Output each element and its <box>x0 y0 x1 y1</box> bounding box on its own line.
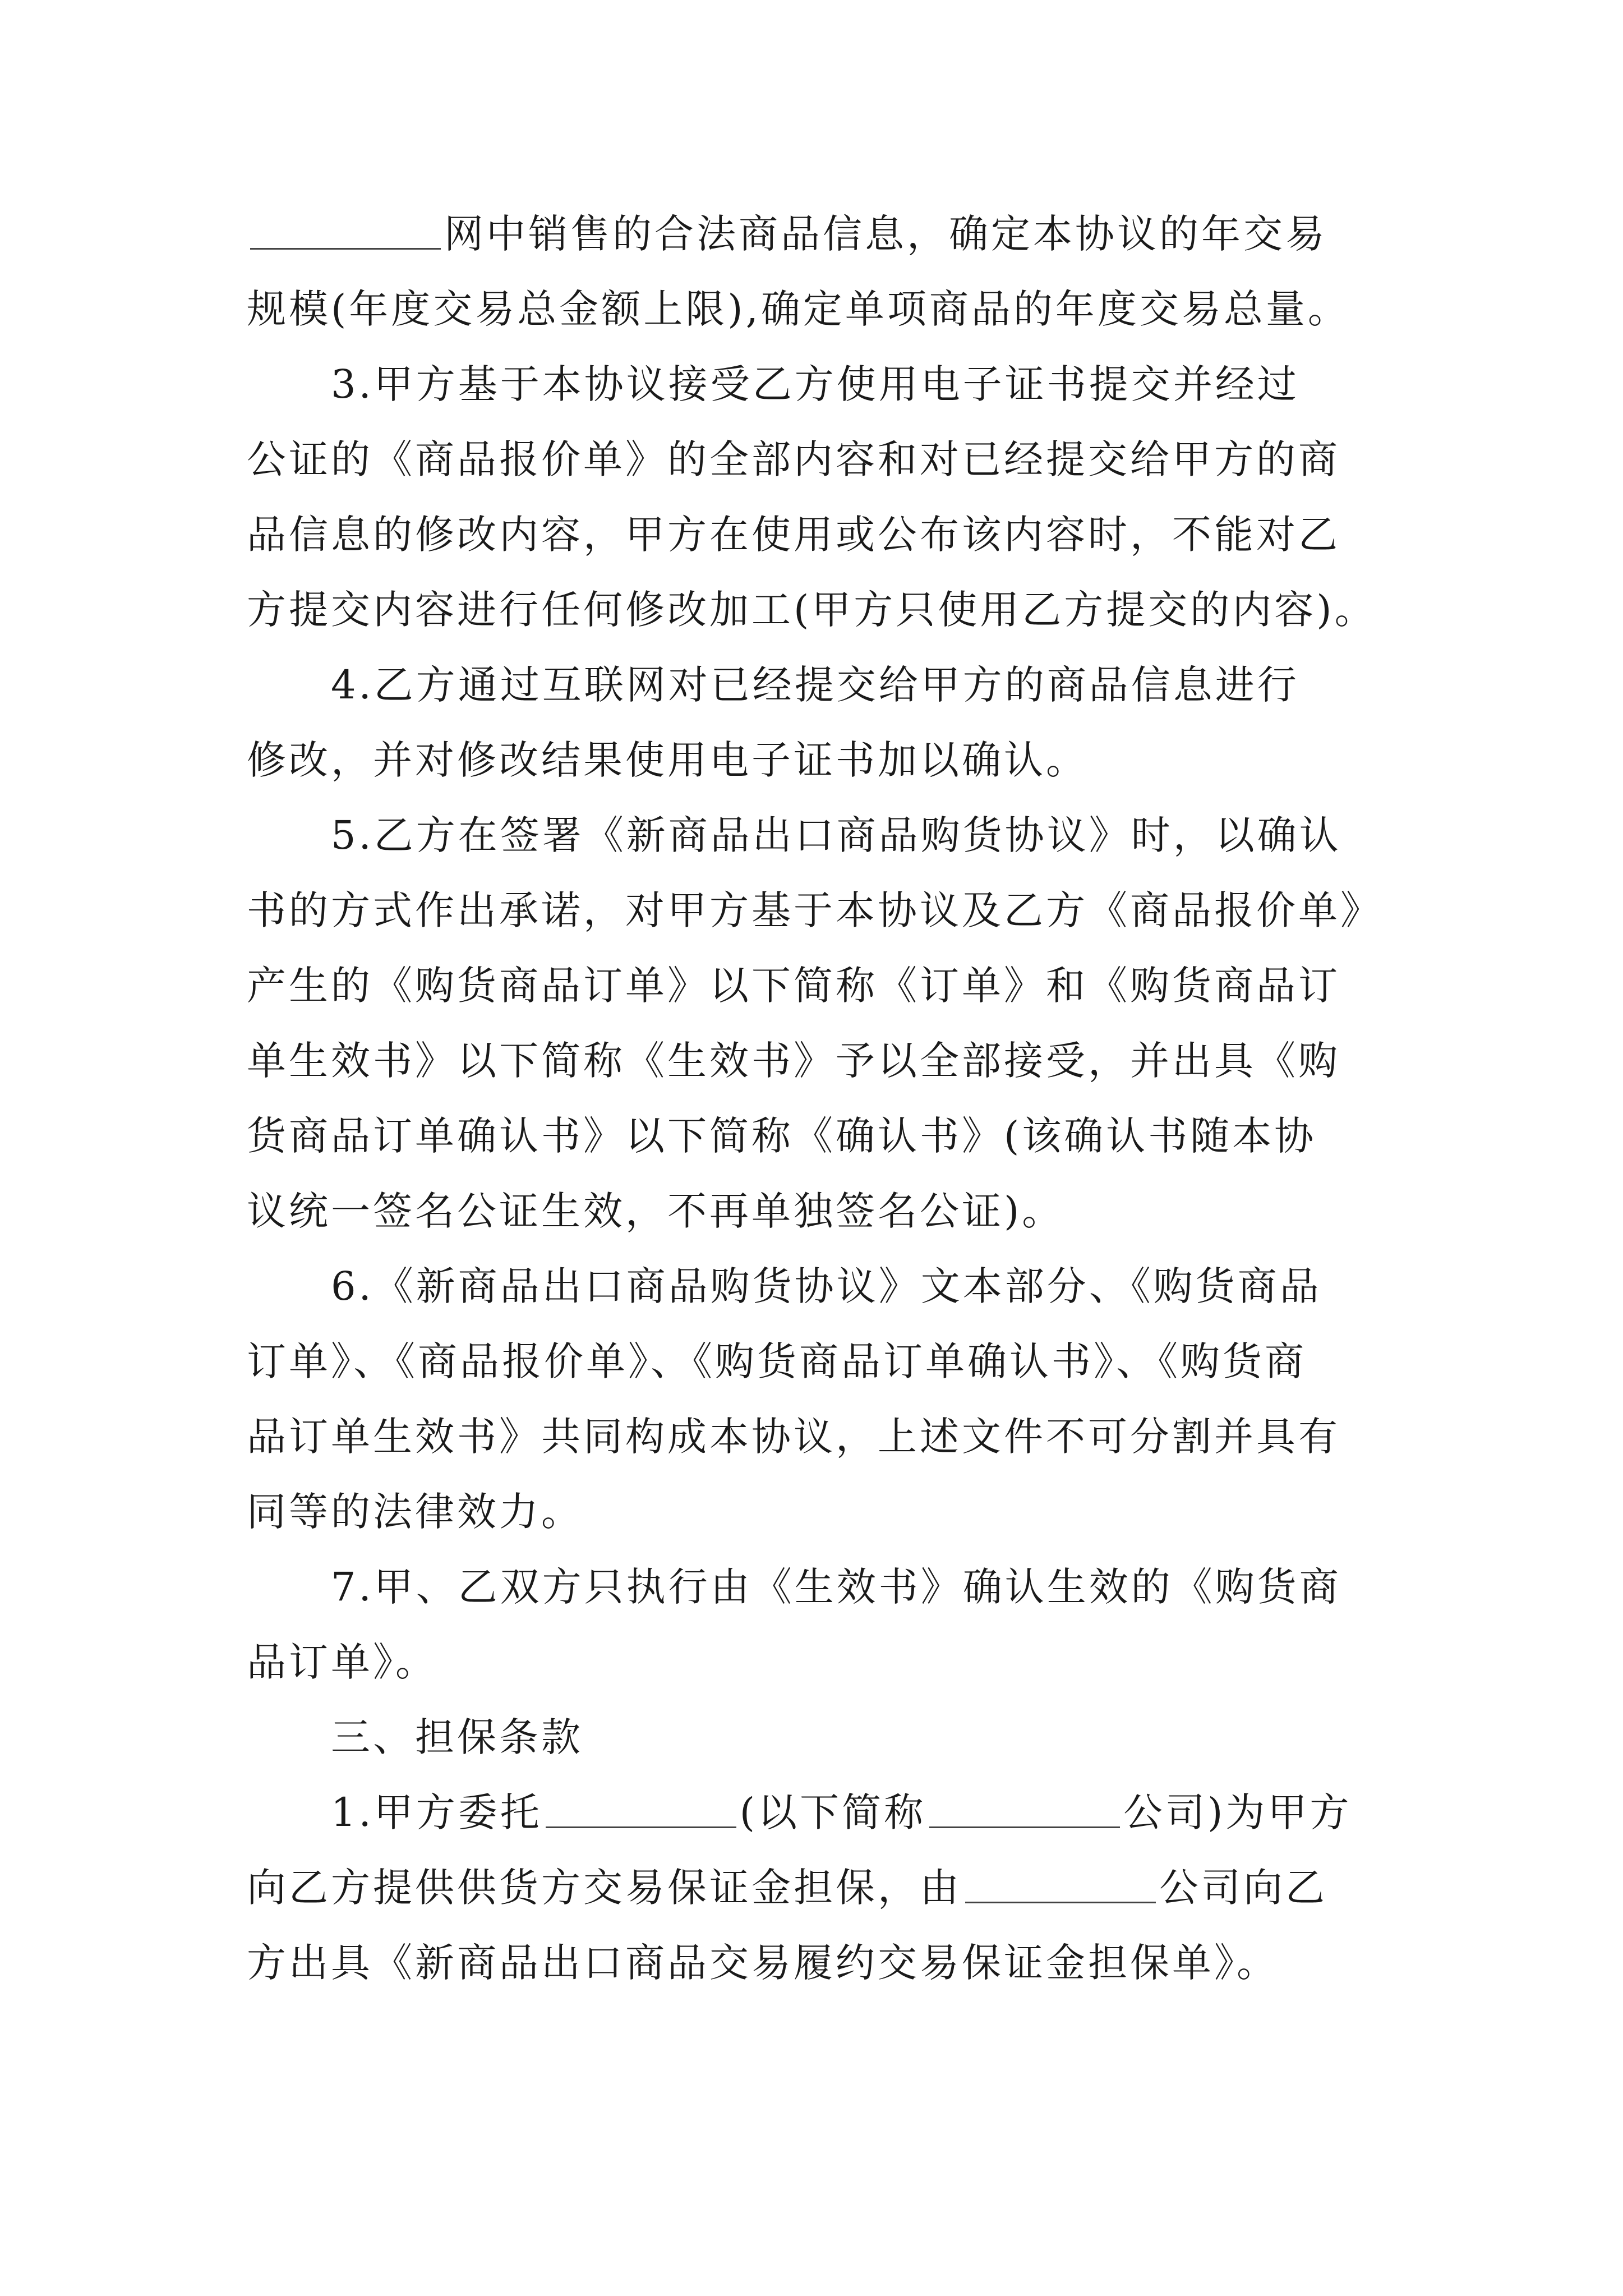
line-text: (以下简称 <box>739 1789 926 1835</box>
guarantee-clause-1-line <box>247 1775 1402 1850</box>
line-text: 公司向乙 <box>1159 1865 1327 1911</box>
line-text: 向乙方提供供货方交易保证金担保，由 <box>247 1865 962 1911</box>
text-line: 品信息的修改内容，甲方在使用或公布该内容时，不能对乙 <box>247 512 1340 558</box>
document-body <box>247 196 1402 2000</box>
text-line: 公证的《商品报价单》的全部内容和对已经提交给甲方的商 <box>247 436 1340 482</box>
text-line: 产生的《购货商品订单》以下简称《订单》和《购货商品订 <box>247 963 1340 1009</box>
text-line: 同等的法律效力。 <box>247 1489 583 1535</box>
text-line: 品订单生效书》共同构成本协议，上述文件不可分割并具有 <box>247 1414 1340 1460</box>
text-line: 议统一签名公证生效，不再单独签名公证)。 <box>247 1188 1064 1234</box>
line-text: 1.甲方委托 <box>331 1789 542 1835</box>
section-heading: 三、担保条款 <box>331 1714 583 1760</box>
text-line: 品订单》。 <box>247 1639 437 1685</box>
text-line: 方出具《新商品出口商品交易履约交易保证金担保单》。 <box>247 1940 1279 1986</box>
text-line: 书的方式作出承诺，对甲方基于本协议及乙方《商品报价单》 <box>247 887 1382 933</box>
clause-4-line: 4.乙方通过互联网对已经提交给甲方的商品信息进行 <box>331 662 1299 708</box>
fill-in-blank[interactable] <box>250 214 441 250</box>
text-line: 订单》、《商品报价单》、《购货商品订单确认书》、《购货商 <box>247 1338 1307 1384</box>
text-line: 货商品订单确认书》以下简称《确认书》(该确认书随本协 <box>247 1113 1317 1159</box>
fill-in-blank[interactable] <box>546 1793 736 1828</box>
fill-in-blank[interactable] <box>929 1793 1120 1828</box>
line-text: 网中销售的合法商品信息，确定本协议的年交易 <box>444 211 1327 257</box>
clause-7-line: 7.甲、乙双方只执行由《生效书》确认生效的《购货商 <box>331 1564 1341 1610</box>
text-line: 修改，并对修改结果使用电子证书加以确认。 <box>247 737 1088 783</box>
clause-5-line: 5.乙方在签署《新商品出口商品购货协议》时，以确认 <box>331 812 1341 858</box>
text-line: 单生效书》以下简称《生效书》予以全部接受，并出具《购 <box>247 1038 1340 1084</box>
clause-3-line: 3.甲方基于本协议接受乙方使用电子证书提交并经过 <box>331 361 1299 407</box>
text-line: 方提交内容进行任何修改加工(甲方只使用乙方提交的内容)。 <box>247 587 1377 633</box>
fill-in-blank[interactable] <box>965 1868 1156 1903</box>
line-text: 公司)为甲方 <box>1123 1789 1352 1835</box>
clause-6-line: 6.《新商品出口商品购货协议》文本部分、《购货商品 <box>331 1263 1322 1309</box>
text-line <box>247 1850 1402 1925</box>
text-line: 规模(年度交易总金额上限),确定单项商品的年度交易总量。 <box>247 286 1350 332</box>
text-line <box>247 196 1402 272</box>
